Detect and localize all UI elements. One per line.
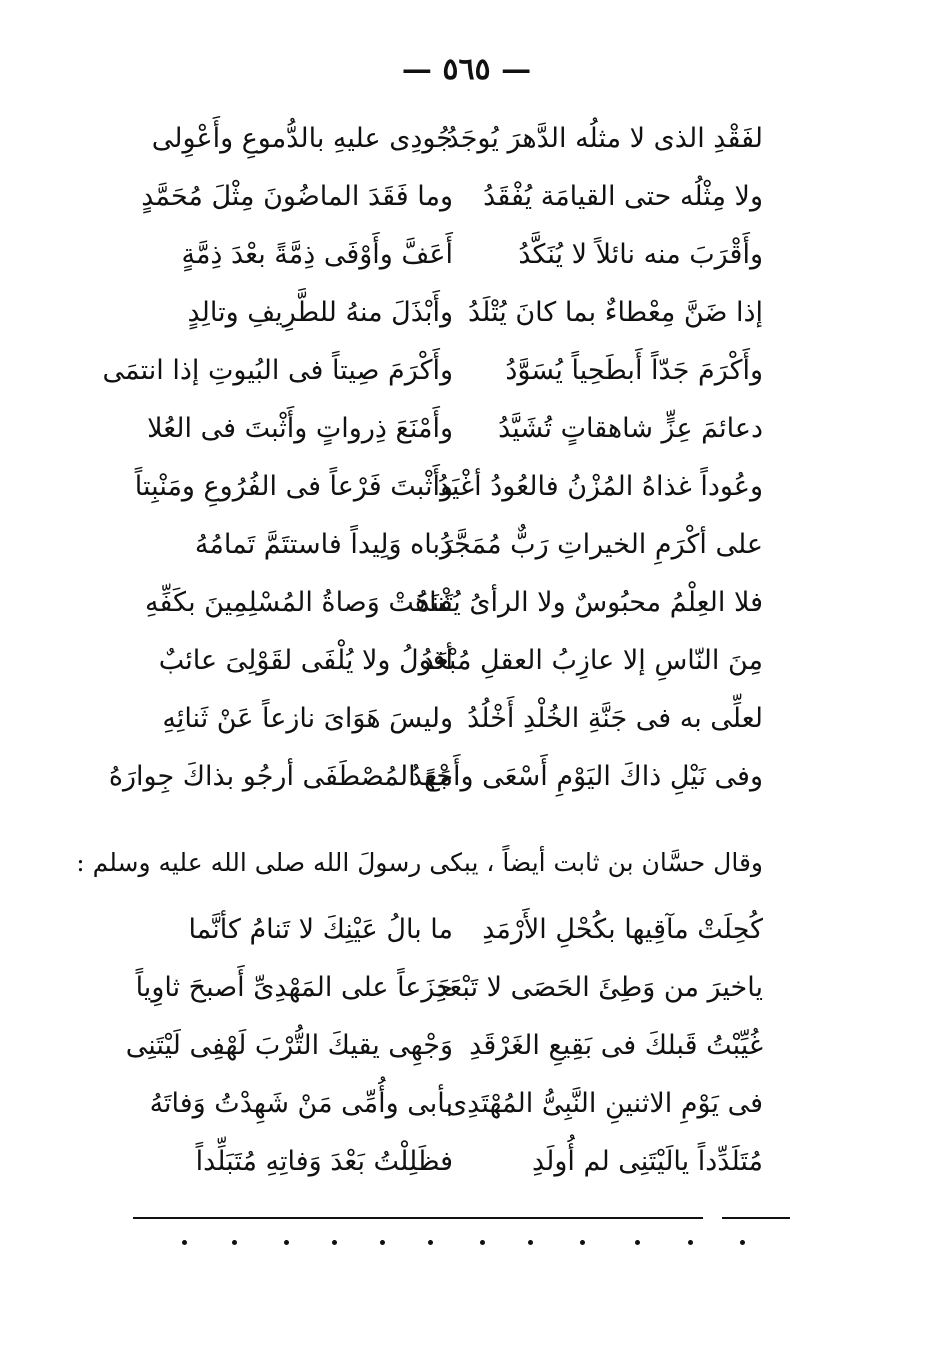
hemistich-second: لفَقْدِ الذى لا مثلُه الدَّهرَ يُوجَدُ [446,123,763,154]
hemistich-first: وليسَ هَوَاىَ نازعاً عَنْ ثَنائِهِ [162,703,453,734]
hemistich-second: غُيِّبْتُ قَبلكَ فى بَقِيعِ الغَرْقَدِ [469,1030,763,1061]
hemistich-first: جَزَعاً على المَهْدِىِّ أَصبحَ ثاوِياً [135,972,453,1003]
verse [0,230,933,280]
hemistich-first: رَباه وَلِيداً فاستتَمَّ تَمامُهُ [194,529,453,560]
hemistich-second: إذا ضَنَّ مِعْطاءٌ بما كانَ يُتْلَدُ [467,297,763,328]
hemistich-first: فظَلِلْتُ بَعْدَ وَفاتِهِ مُتَبَلِّداً [195,1146,453,1177]
verse [0,578,933,628]
hemistich-second: وفى نَيْلِ ذاكَ اليَوْمِ أَسْعَى وأَجْهَدُ [409,761,763,792]
hemistich-first: وأَكْرَمَ صِيتاً فى البُيوتِ إذا انتمَى [102,355,453,386]
hemistich-first: وأَمْنَعَ ذِرواتٍ وأَثْبتَ فى العُلا [147,413,453,444]
hemistich-first: بأبى وأُمِّى مَنْ شَهِدْتُ وَفاتَهُ [149,1088,453,1119]
verse [0,905,933,955]
verse [0,752,933,802]
verse [0,963,933,1013]
hemistich-first: وَجْهِى يقيكَ التُّرْبَ لَهْفِى لَيْتَنِى [125,1030,453,1061]
dot [232,1240,237,1245]
verse [0,346,933,396]
signature-dots [160,1232,770,1256]
dot [480,1240,485,1245]
page-number: — ٥٦٥ — [401,52,532,87]
verse [0,1021,933,1071]
dot [182,1240,187,1245]
hemistich-second: وأَقْرَبَ منه نائلاً لا يُنَكَّدُ [518,239,763,270]
verse [0,114,933,164]
hemistich-second: فى يَوْمِ الاثنينِ النَّبِىُّ المُهْتَدِى [446,1088,763,1119]
hemistich-second: على أكْرَمِ الخيراتِ رَبٌّ مُمَجَّدُ [439,529,763,560]
hemistich-second: وأَكْرَمَ جَدّاً أَبطَحِياً يُسَوَّدُ [505,355,763,386]
hemistich-first: وما فَقَدَ الماضُونَ مِثْلَ مُحَمَّدٍ [141,181,453,212]
dot [688,1240,693,1245]
dot [635,1240,640,1245]
hemistich-second: مِنَ النّاسِ إلا عازِبُ العقلِ مُبْعَدُ [421,645,763,676]
hemistich-first: وأَثْبتَ فَرْعاً فى الفُرُوعِ ومَنْبِتاً [134,471,453,502]
hemistich-first: مَعَ المُصْطَفَى أرجُو بذاكَ جِوارَهُ [108,761,453,792]
hemistich-second: ياخيرَ من وَطِئَ الحَصَى لا تَبْعَدِ [435,972,763,1003]
hemistich-first: جُودِى عليهِ بالدُّموعِ وأَعْوِلى [151,123,453,154]
hemistich-first: أقولُ ولا يُلْفَى لقَوْلِىَ عائبٌ [158,645,453,676]
verse [0,462,933,512]
hemistich-second: ولا مِثْلُه حتى القيامَة يُفْقَدُ [483,181,763,212]
dot [332,1240,337,1245]
verse [0,1137,933,1187]
dot [580,1240,585,1245]
hemistich-second: لعلِّى به فى جَنَّةِ الخُلْدِ أَخْلُدُ [467,703,763,734]
verse [0,172,933,222]
verse [0,1079,933,1129]
footer-rule-short [722,1217,790,1219]
verse [0,694,933,744]
verse [0,520,933,570]
dot [740,1240,745,1245]
hemistich-second: فلا العِلْمُ محبُوسٌ ولا الرأىُ يُفْنَدُ [417,587,763,618]
hemistich-second: مُتَلَدِّداً يالَيْتَنِى لم أُولَدِ [531,1146,763,1177]
dot [380,1240,385,1245]
verse [0,404,933,454]
hemistich-first: وأَبْذَلَ منهُ للطَّرِيفِ وتالِدٍ [187,297,453,328]
verse [0,636,933,686]
dot [428,1240,433,1245]
hemistich-second: وعُوداً غذاهُ المُزْنُ فالعُودُ أغْيَدُ [437,471,763,502]
hemistich-second: دعائمَ عِزٍّ شاهقاتٍ تُشَيَّدُ [498,413,763,444]
hemistich-second: كُحِلَتْ مآقِيها بكُحْلِ الأَرْمَدِ [482,914,763,945]
dot [284,1240,289,1245]
hemistich-first: أَعَفَّ وأَوْفَى ذِمَّةً بعْدَ ذِمَّةٍ [181,239,453,270]
dot [528,1240,533,1245]
hemistich-first: تَناهَتْ وَصاةُ المُسْلِمِينَ بكَفِّهِ [145,587,453,618]
footer-rule [133,1217,703,1219]
hemistich-first: ما بالُ عَيْنِكَ لا تَنامُ كأنَّما [188,914,453,945]
verse [0,288,933,338]
poem-introduction: وقال حسَّان بن ثابت أيضاً ، يبكى رسولَ الله صلى الله عليه وسلم : [76,848,763,877]
